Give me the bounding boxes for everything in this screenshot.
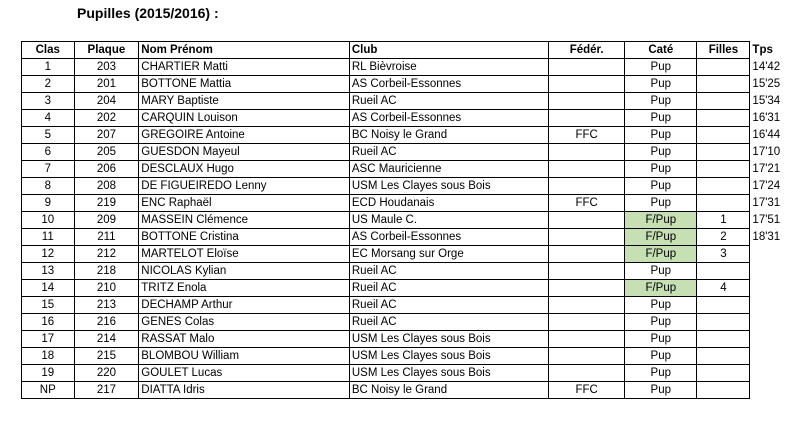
cell-club: USM Les Clayes sous Bois xyxy=(349,365,548,382)
table-row xyxy=(22,93,807,110)
header-nom: Nom Prénom xyxy=(139,42,350,59)
cell-cate: Pup xyxy=(625,314,697,331)
table-header-row xyxy=(22,42,807,59)
cell-tps: 18'31 xyxy=(752,231,781,243)
cell-tps: 14'42 xyxy=(752,61,781,73)
cell-cate: Pup xyxy=(625,263,697,280)
cell-clas: 17 xyxy=(22,331,75,348)
cell-club: AS Corbeil-Essonnes xyxy=(349,229,548,246)
cell-nom: GOULET Lucas xyxy=(139,365,350,382)
cell-cate: Pup xyxy=(625,144,697,161)
cell-plaque: 204 xyxy=(74,93,139,110)
cell-club: ASC Mauricienne xyxy=(349,161,548,178)
cell-clas: 2 xyxy=(22,76,75,93)
cell-plaque: 219 xyxy=(74,195,139,212)
cell-cate: F/Pup xyxy=(625,280,697,297)
cell-fed xyxy=(549,110,625,127)
table-row xyxy=(22,195,807,212)
cell-tps: 15'25 xyxy=(752,78,781,90)
header-plaque: Plaque xyxy=(74,42,139,59)
cell-nom: MARY Baptiste xyxy=(139,93,350,110)
cell-filles xyxy=(697,93,750,110)
cell-clas: 6 xyxy=(22,144,75,161)
table-row xyxy=(22,246,807,263)
cell-nom: DECHAMP Arthur xyxy=(139,297,350,314)
cell-nom: BOTTONE Cristina xyxy=(139,229,350,246)
cell-club: ECD Houdanais xyxy=(349,195,548,212)
cell-clas: 12 xyxy=(22,246,75,263)
cell-filles xyxy=(697,59,750,76)
cell-club: AS Corbeil-Essonnes xyxy=(349,110,548,127)
cell-tps xyxy=(750,331,807,348)
cell-tps: 17'10 xyxy=(752,146,781,158)
cell-nom: RASSAT Malo xyxy=(139,331,350,348)
table-row xyxy=(22,297,807,314)
cell-clas: 15 xyxy=(22,297,75,314)
cell-fed xyxy=(549,76,625,93)
cell-nom: TRITZ Enola xyxy=(139,280,350,297)
table-row xyxy=(22,331,807,348)
cell-nom: MARTELOT Eloïse xyxy=(139,246,350,263)
cell-filles xyxy=(697,161,750,178)
table-row xyxy=(22,161,807,178)
cell-plaque: 215 xyxy=(74,348,139,365)
cell-plaque: 207 xyxy=(74,127,139,144)
cell-nom: DIATTA Idris xyxy=(139,382,350,399)
cell-filles xyxy=(697,382,750,399)
cell-tps xyxy=(750,365,807,382)
cell-filles xyxy=(697,263,750,280)
cell-plaque: 209 xyxy=(74,212,139,229)
cell-fed xyxy=(549,314,625,331)
cell-club: BC Noisy le Grand xyxy=(349,382,548,399)
cell-tps xyxy=(750,263,807,280)
page-title: Pupilles (2015/2016) : xyxy=(77,5,219,21)
results-table xyxy=(21,41,807,399)
header-club: Club xyxy=(349,42,548,59)
cell-nom: NICOLAS Kylian xyxy=(139,263,350,280)
cell-nom: GENES Colas xyxy=(139,314,350,331)
cell-clas: 9 xyxy=(22,195,75,212)
cell-filles: 2 xyxy=(697,229,750,246)
cell-fed xyxy=(549,212,625,229)
cell-fed xyxy=(549,93,625,110)
cell-plaque: 202 xyxy=(74,110,139,127)
cell-club: USM Les Clayes sous Bois xyxy=(349,331,548,348)
cell-filles xyxy=(697,331,750,348)
cell-cate: Pup xyxy=(625,110,697,127)
cell-filles xyxy=(697,178,750,195)
cell-club: Rueil AC xyxy=(349,93,548,110)
cell-club: USM Les Clayes sous Bois xyxy=(349,178,548,195)
cell-club: Rueil AC xyxy=(349,297,548,314)
cell-nom: GUESDON Mayeul xyxy=(139,144,350,161)
cell-fed: FFC xyxy=(549,382,625,399)
cell-clas: 8 xyxy=(22,178,75,195)
cell-tps: 17'24 xyxy=(752,180,781,192)
cell-fed: FFC xyxy=(549,195,625,212)
table-row xyxy=(22,110,807,127)
table-row xyxy=(22,365,807,382)
cell-plaque: 216 xyxy=(74,314,139,331)
cell-cate: Pup xyxy=(625,127,697,144)
table-row xyxy=(22,178,807,195)
cell-nom: BLOMBOU William xyxy=(139,348,350,365)
cell-plaque: 203 xyxy=(74,59,139,76)
cell-plaque: 208 xyxy=(74,178,139,195)
header-filles: Filles xyxy=(697,42,750,59)
cell-filles: 1 xyxy=(697,212,750,229)
cell-club: Rueil AC xyxy=(349,263,548,280)
cell-plaque: 210 xyxy=(74,280,139,297)
cell-filles xyxy=(697,127,750,144)
cell-cate: Pup xyxy=(625,365,697,382)
cell-plaque: 213 xyxy=(74,297,139,314)
header-clas: Clas xyxy=(22,42,75,59)
cell-filles xyxy=(697,195,750,212)
cell-fed xyxy=(549,246,625,263)
cell-tps: 16'44 xyxy=(752,129,781,141)
header-fed: Fédér. xyxy=(549,42,625,59)
cell-tps: 17'51 xyxy=(752,214,781,226)
cell-plaque: 218 xyxy=(74,263,139,280)
cell-fed xyxy=(549,365,625,382)
cell-club: USM Les Clayes sous Bois xyxy=(349,348,548,365)
cell-tps xyxy=(750,246,807,263)
cell-nom: MASSEIN Clémence xyxy=(139,212,350,229)
cell-nom: GREGOIRE Antoine xyxy=(139,127,350,144)
cell-clas: 7 xyxy=(22,161,75,178)
cell-cate: Pup xyxy=(625,59,697,76)
cell-filles xyxy=(697,110,750,127)
table-row xyxy=(22,314,807,331)
cell-filles xyxy=(697,144,750,161)
cell-filles xyxy=(697,365,750,382)
cell-plaque: 217 xyxy=(74,382,139,399)
cell-nom: DE FIGUEIREDO Lenny xyxy=(139,178,350,195)
cell-nom: ENC Raphaël xyxy=(139,195,350,212)
cell-filles xyxy=(697,76,750,93)
table-row xyxy=(22,144,807,161)
cell-plaque: 220 xyxy=(74,365,139,382)
cell-tps: 17'21 xyxy=(752,163,781,175)
cell-nom: CHARTIER Matti xyxy=(139,59,350,76)
cell-club: AS Corbeil-Essonnes xyxy=(349,76,548,93)
cell-tps xyxy=(750,297,807,314)
cell-plaque: 212 xyxy=(74,246,139,263)
cell-club: BC Noisy le Grand xyxy=(349,127,548,144)
cell-nom: BOTTONE Mattia xyxy=(139,76,350,93)
cell-club: Rueil AC xyxy=(349,314,548,331)
cell-fed xyxy=(549,144,625,161)
cell-tps xyxy=(750,280,807,297)
cell-cate: Pup xyxy=(625,331,697,348)
cell-filles xyxy=(697,314,750,331)
cell-filles: 4 xyxy=(697,280,750,297)
cell-cate: F/Pup xyxy=(625,229,697,246)
cell-plaque: 201 xyxy=(74,76,139,93)
cell-clas: 13 xyxy=(22,263,75,280)
cell-tps xyxy=(750,382,807,399)
cell-tps: 16'31 xyxy=(752,112,781,124)
cell-tps: 17'31 xyxy=(752,197,781,209)
cell-fed xyxy=(549,331,625,348)
cell-clas: 19 xyxy=(22,365,75,382)
cell-clas: 16 xyxy=(22,314,75,331)
cell-nom: DESCLAUX Hugo xyxy=(139,161,350,178)
cell-cate: Pup xyxy=(625,161,697,178)
cell-clas: 5 xyxy=(22,127,75,144)
cell-fed xyxy=(549,178,625,195)
cell-club: RL Bièvroise xyxy=(349,59,548,76)
cell-club: Rueil AC xyxy=(349,280,548,297)
cell-fed xyxy=(549,59,625,76)
table-row xyxy=(22,212,807,229)
cell-nom: CARQUIN Louison xyxy=(139,110,350,127)
cell-clas: 11 xyxy=(22,229,75,246)
cell-cate: Pup xyxy=(625,178,697,195)
table-row xyxy=(22,382,807,399)
cell-cate: F/Pup xyxy=(625,246,697,263)
cell-fed xyxy=(549,229,625,246)
cell-fed xyxy=(549,263,625,280)
cell-tps xyxy=(750,314,807,331)
table-row xyxy=(22,76,807,93)
cell-fed: FFC xyxy=(549,127,625,144)
cell-fed xyxy=(549,161,625,178)
cell-filles: 3 xyxy=(697,246,750,263)
header-tps: Tps xyxy=(752,44,773,56)
table-row xyxy=(22,280,807,297)
cell-cate: Pup xyxy=(625,76,697,93)
cell-clas: NP xyxy=(22,382,75,399)
cell-club: EC Morsang sur Orge xyxy=(349,246,548,263)
table-row xyxy=(22,348,807,365)
cell-clas: 14 xyxy=(22,280,75,297)
cell-fed xyxy=(549,297,625,314)
cell-club: Rueil AC xyxy=(349,144,548,161)
cell-filles xyxy=(697,297,750,314)
cell-fed xyxy=(549,348,625,365)
cell-cate: Pup xyxy=(625,348,697,365)
table-row xyxy=(22,59,807,76)
cell-cate: F/Pup xyxy=(625,212,697,229)
cell-fed xyxy=(549,280,625,297)
table-row xyxy=(22,229,807,246)
cell-clas: 4 xyxy=(22,110,75,127)
cell-tps: 15'34 xyxy=(752,95,781,107)
cell-clas: 10 xyxy=(22,212,75,229)
cell-club: US Maule C. xyxy=(349,212,548,229)
cell-plaque: 206 xyxy=(74,161,139,178)
header-cate: Caté xyxy=(625,42,697,59)
cell-filles xyxy=(697,348,750,365)
cell-clas: 1 xyxy=(22,59,75,76)
cell-clas: 3 xyxy=(22,93,75,110)
cell-plaque: 214 xyxy=(74,331,139,348)
cell-tps xyxy=(750,348,807,365)
cell-plaque: 205 xyxy=(74,144,139,161)
cell-cate: Pup xyxy=(625,382,697,399)
cell-plaque: 211 xyxy=(74,229,139,246)
cell-cate: Pup xyxy=(625,297,697,314)
cell-clas: 18 xyxy=(22,348,75,365)
cell-cate: Pup xyxy=(625,195,697,212)
cell-cate: Pup xyxy=(625,93,697,110)
table-row xyxy=(22,263,807,280)
table-row xyxy=(22,127,807,144)
